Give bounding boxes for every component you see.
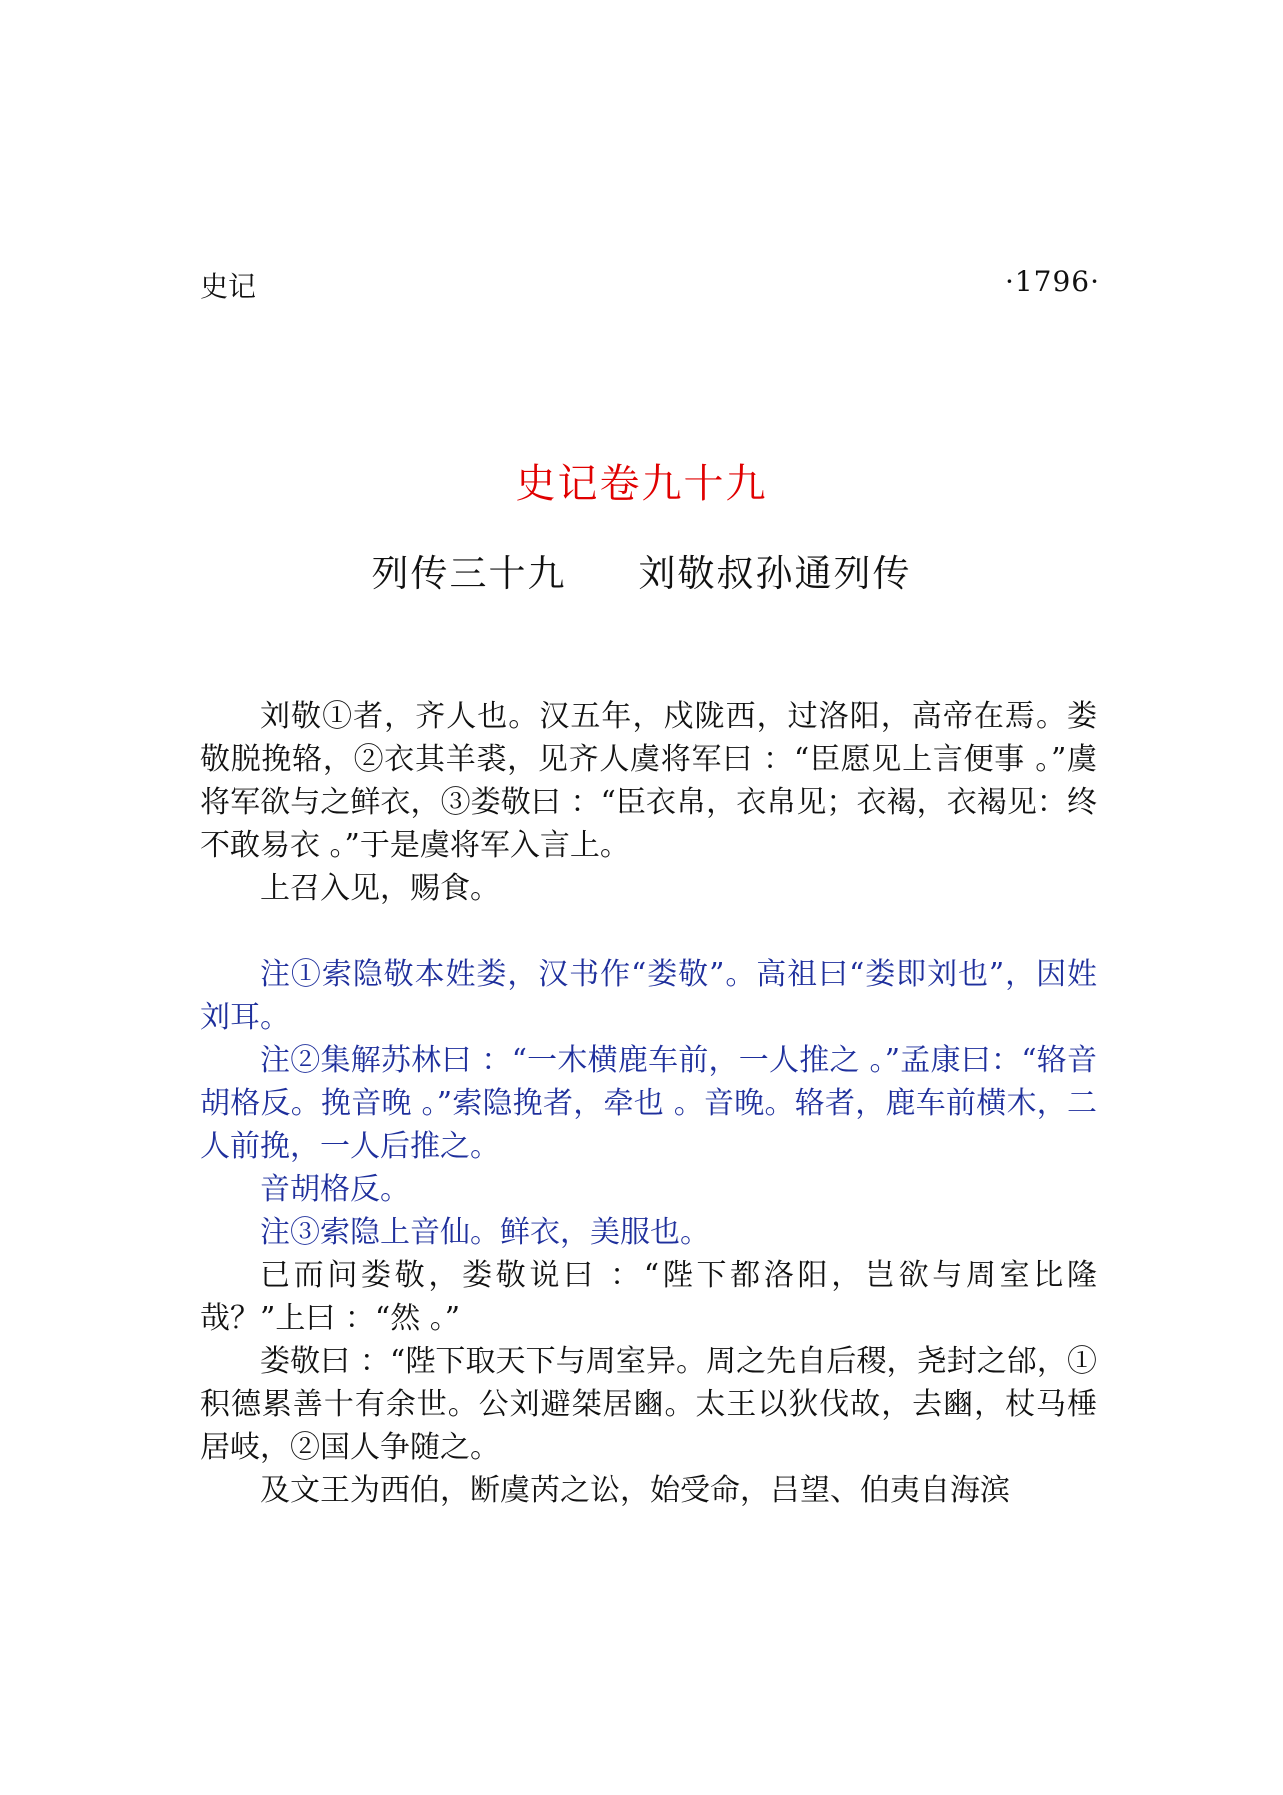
- paragraph: 刘敬①者，齐人也。汉五年，戍陇西，过洛阳，高帝在焉。娄敬脱挽辂，②衣其羊裘，见齐人虞将军曰 ：“臣愿见上言便事 。”虞将军欲与之鲜衣，③娄敬曰 ：“臣衣帛，衣帛见；衣褐，衣褐见：终不敢易衣 。”于是虞将军入言上。: [200, 699, 1097, 863]
- chapter-title: [0, 543, 1283, 597]
- book-name: 史记: [200, 270, 257, 303]
- annotation-note: 注①索隐敬本姓娄，汉书作“娄敬”。高祖曰“娄即刘也”，因姓刘耳。: [200, 957, 1097, 1035]
- running-header: [200, 265, 1100, 309]
- chapter-name: 刘敬叔孙通列传: [638, 552, 912, 595]
- paragraph: 娄敬曰 ：“陛下取天下与周室异。周之先自后稷，尧封之邰，①积德累善十有余世。公刘避桀居豳。太王以狄伐故，去豳，杖马棰居岐，②国人争随之。: [200, 1344, 1097, 1465]
- page-number: ·1796·: [1004, 265, 1100, 298]
- body-text: [200, 695, 1097, 1512]
- volume-title: 史记卷九十九: [515, 461, 768, 507]
- paragraph: 上召入见，赐食。: [260, 871, 500, 906]
- annotation-note: 注②集解苏林曰 ：“一木横鹿车前，一人推之 。”孟康曰：“辂音胡格反。挽音晚 。”索隐挽者，牵也 。音晚。辂者，鹿车前横木，二人前挽，一人后推之。: [200, 1043, 1097, 1164]
- annotation-note: 音胡格反。: [260, 1172, 410, 1207]
- paragraph: 已而问娄敬，娄敬说曰 ：“陛下都洛阳，岂欲与周室比隆哉？”上曰 ：“然 。”: [200, 1258, 1097, 1336]
- annotation-note: 注③索隐上音仙。鲜衣，美服也。: [260, 1215, 710, 1250]
- paragraph: 及文王为西伯，断虞芮之讼，始受命，吕望、伯夷自海滨: [260, 1473, 1010, 1508]
- chapter-number: 列传三十九: [371, 552, 567, 595]
